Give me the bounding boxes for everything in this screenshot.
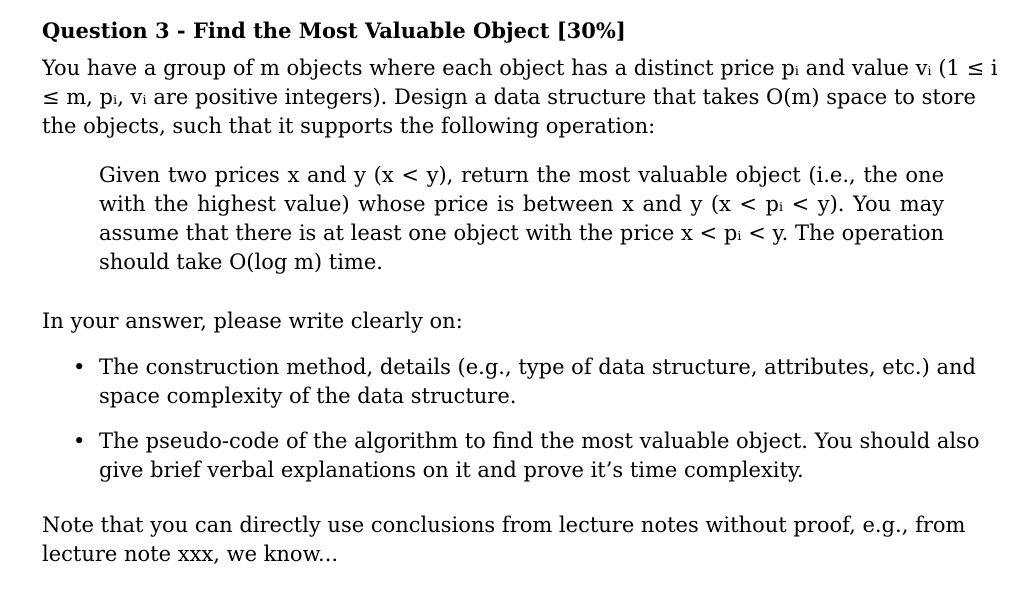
requirement-text: The construction method, details (e.g., type of data structure, attributes, etc.) and space complexity of the data structure. — [99, 355, 976, 408]
bullet-icon: • — [73, 355, 86, 379]
requirement-item — [42, 353, 1004, 411]
lecture-note: Note that you can directly use conclusions from lecture notes without proof, e.g., from lecture note xxx, we know... — [42, 513, 966, 566]
question-title: Question 3 - Find the Most Valuable Object [30%] — [42, 18, 626, 43]
answer-instructions: In your answer, please write clearly on: — [42, 309, 463, 333]
requirement-list — [42, 353, 1004, 485]
bullet-icon: • — [73, 429, 86, 453]
requirement-text: The pseudo-code of the algorithm to find the most valuable object. You should also give brief verbal explanations on it and prove it’s time complexity. — [99, 429, 980, 482]
question-intro: You have a group of m objects where each object has a distinct price pᵢ and value vᵢ (1 ≤ i ≤ m, pᵢ, vᵢ are positive integers). Design a data structure that takes O(m) space to store the objects, such that it supports the following operation: — [42, 56, 998, 138]
question-page — [42, 16, 1004, 569]
operation-description: Given two prices x and y (x < y), return the most valuable object (i.e., the one with the highest value) whose price is between x and y (x < pᵢ < y). You may assume that there is at least one object with the price x < pᵢ < y. The operation should take O(log m) time. — [99, 163, 944, 274]
requirement-item — [42, 427, 1004, 485]
